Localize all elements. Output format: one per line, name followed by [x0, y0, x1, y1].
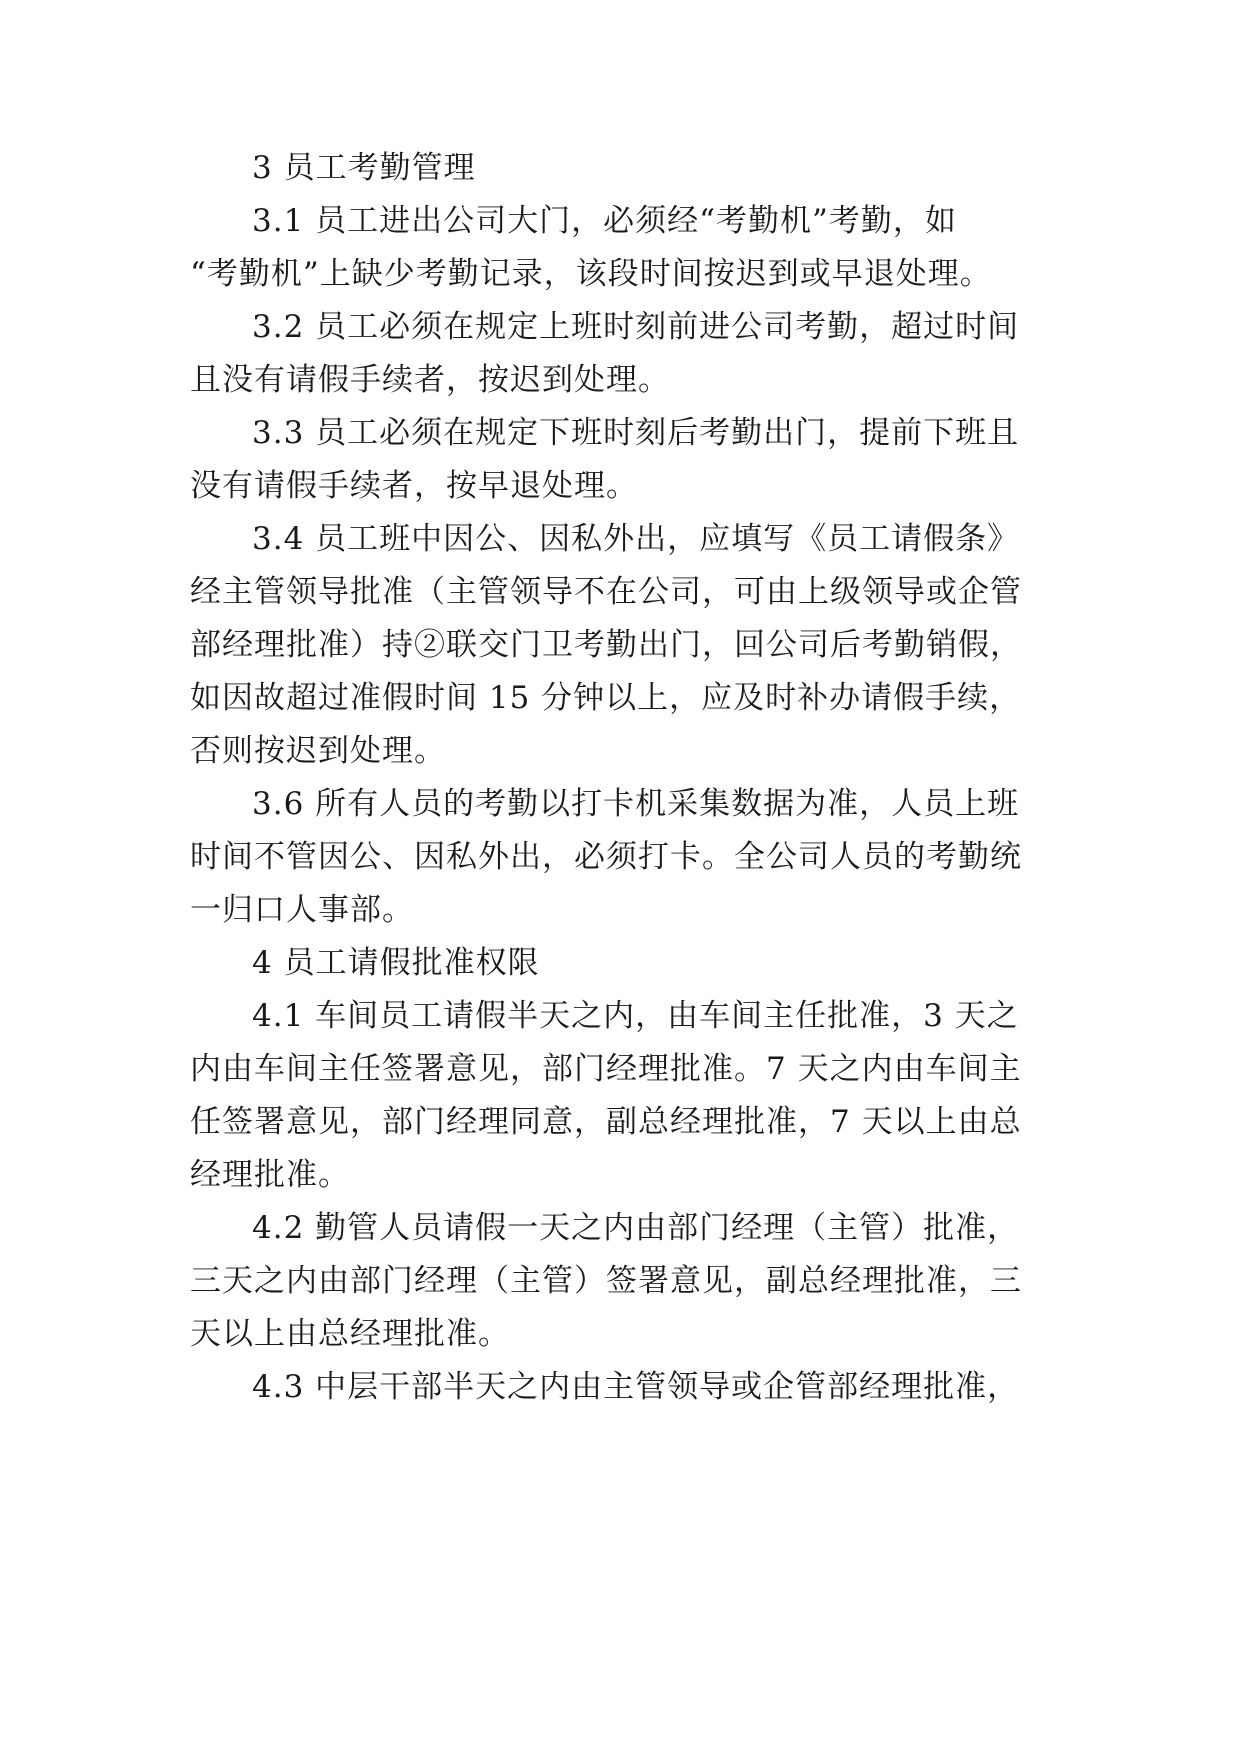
clause-4-1-line-2: 内由车间主任签署意见，部门经理批准。7 天之内由车间主	[190, 1051, 1022, 1087]
clause-4-1-line-3: 任签署意见，部门经理同意，副总经理批准，7 天以上由总	[190, 1104, 1022, 1140]
clause-3-4-line-2: 经主管领导批准（主管领导不在公司，可由上级领导或企管	[190, 574, 1022, 610]
section-heading-3: 3 员工考勤管理	[252, 150, 476, 186]
clause-3-4-line-1: 3.4 员工班中因公、因私外出，应填写《员工请假条》	[252, 521, 1020, 557]
clause-3-3-line-2: 没有请假手续者，按早退处理。	[190, 468, 638, 504]
clause-3-1-line-1: 3.1 员工进出公司大门，必须经“考勤机”考勤，如	[252, 203, 957, 239]
clause-4-2-line-2: 三天之内由部门经理（主管）签署意见，副总经理批准，三	[190, 1263, 1022, 1299]
clause-3-4-line-3: 部经理批准）持②联交门卫考勤出门，回公司后考勤销假，	[190, 627, 1022, 663]
clause-4-3-line-1: 4.3 中层干部半天之内由主管领导或企管部经理批准，	[252, 1369, 1020, 1405]
clause-3-4-line-5: 否则按迟到处理。	[190, 733, 446, 769]
clause-4-1-line-1: 4.1 车间员工请假半天之内，由车间主任批准，3 天之	[252, 998, 1019, 1034]
clause-3-3-line-1: 3.3 员工必须在规定下班时刻后考勤出门，提前下班且	[252, 415, 1020, 451]
clause-4-1-line-4: 经理批准。	[190, 1157, 350, 1193]
clause-4-2-line-1: 4.2 勤管人员请假一天之内由部门经理（主管）批准，	[252, 1210, 1020, 1246]
clause-4-2-line-3: 天以上由总经理批准。	[190, 1316, 510, 1352]
clause-3-6-line-3: 一归口人事部。	[190, 892, 414, 928]
clause-3-2-line-1: 3.2 员工必须在规定上班时刻前进公司考勤，超过时间	[252, 309, 1020, 345]
clause-3-4-line-4: 如因故超过准假时间 15 分钟以上，应及时补办请假手续，	[190, 680, 1022, 716]
clause-3-1-line-2: “考勤机”上缺少考勤记录，该段时间按迟到或早退处理。	[190, 256, 992, 292]
clause-3-6-line-1: 3.6 所有人员的考勤以打卡机采集数据为准，人员上班	[252, 786, 1020, 822]
clause-3-6-line-2: 时间不管因公、因私外出，必须打卡。全公司人员的考勤统	[190, 839, 1022, 875]
section-heading-4: 4 员工请假批准权限	[252, 945, 540, 981]
clause-3-2-line-2: 且没有请假手续者，按迟到处理。	[190, 362, 670, 398]
